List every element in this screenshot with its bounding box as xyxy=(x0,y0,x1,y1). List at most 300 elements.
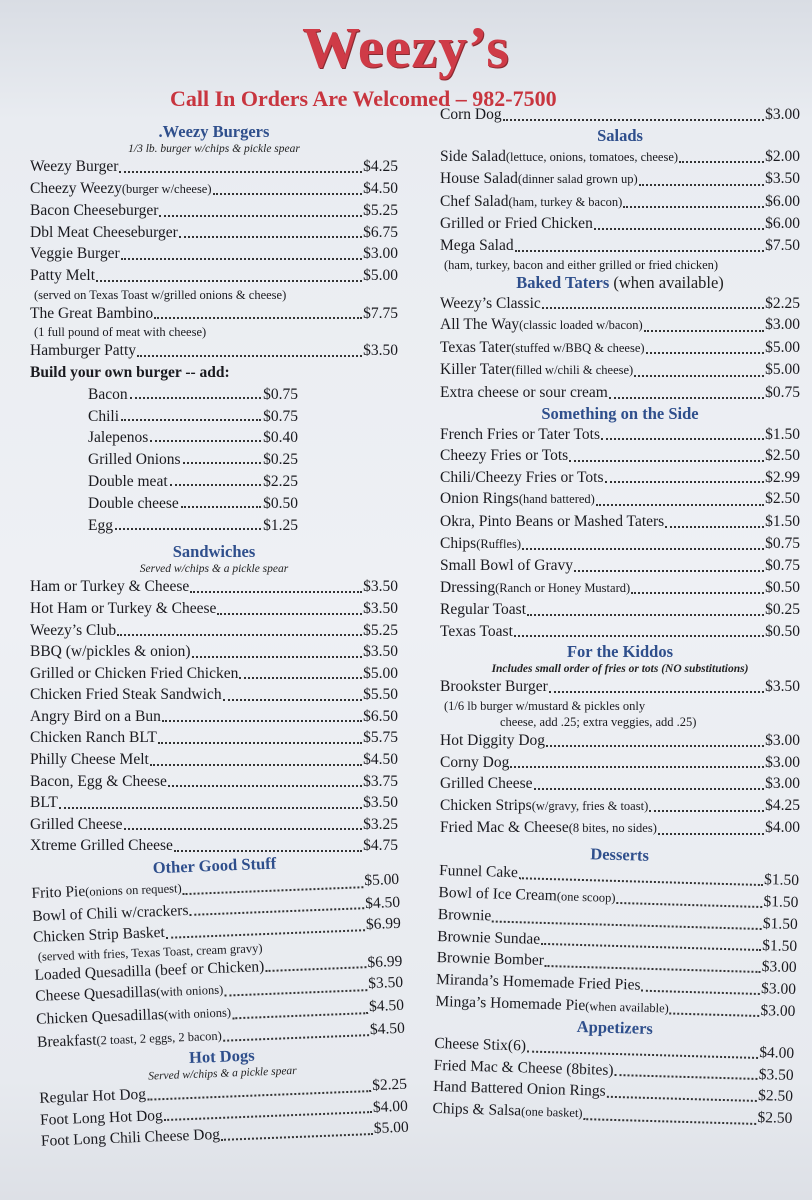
leader-dots xyxy=(515,250,765,252)
leader-dots xyxy=(150,764,362,766)
leader-dots xyxy=(639,184,764,186)
addon-name: Jalepenos xyxy=(88,429,149,447)
menu-item xyxy=(30,749,398,771)
leader-dots xyxy=(546,745,764,747)
item-price: $4.25 xyxy=(363,158,398,175)
burger-list xyxy=(30,156,398,287)
item-price: $4.00 xyxy=(372,1097,409,1116)
item-name: Hot Diggity Dog xyxy=(440,732,546,750)
sandwich-list xyxy=(30,576,398,857)
item-name: Frito Pie xyxy=(31,882,86,903)
menu-item xyxy=(440,599,800,621)
menu-item xyxy=(440,146,800,169)
item-name: Chicken Ranch BLT xyxy=(30,729,157,747)
menu-item xyxy=(30,303,398,325)
item-price: $2.99 xyxy=(765,468,800,486)
build-your-own-head: Build your own burger -- add: xyxy=(30,363,230,381)
addon-item xyxy=(30,449,298,471)
addon-price: $0.75 xyxy=(263,407,298,425)
item-name: Brownie xyxy=(437,906,492,925)
item-price: $5.25 xyxy=(363,621,398,639)
item-price: $3.00 xyxy=(765,775,800,793)
menu-item xyxy=(440,730,800,752)
leader-dots xyxy=(527,614,764,616)
item-name: Weezy Burger xyxy=(30,158,119,175)
item-price: $6.50 xyxy=(363,707,398,725)
menu-item xyxy=(440,337,800,360)
leader-dots xyxy=(115,528,261,530)
item-name: Chili/Cheezy Fries or Tots xyxy=(440,468,604,486)
item-price: $2.50 xyxy=(765,490,800,508)
leader-dots xyxy=(616,902,762,908)
item-price: $4.50 xyxy=(363,179,398,197)
item-name: French Fries or Tater Tots xyxy=(440,425,600,443)
menu-item xyxy=(30,598,398,620)
other-list-2 xyxy=(34,951,405,1054)
menu-item xyxy=(440,382,800,404)
leader-dots xyxy=(130,397,262,399)
item-name: Killer Tater xyxy=(440,361,512,379)
item-price: $4.50 xyxy=(368,996,405,1016)
item-name: Small Bowl of Gravy xyxy=(440,557,574,575)
section-head-other: Other Good Stuff xyxy=(152,853,277,878)
item-price: $6.00 xyxy=(765,215,800,233)
leader-dots xyxy=(217,613,362,615)
item-price: $3.00 xyxy=(765,732,800,750)
item-price: $3.50 xyxy=(363,643,398,661)
item-price: $2.50 xyxy=(765,447,800,465)
dessert-list xyxy=(435,860,799,1023)
addon-name: Double cheese xyxy=(88,494,179,512)
item-price: $0.75 xyxy=(765,383,800,401)
addon-price: $1.25 xyxy=(263,516,298,534)
item-name: Regular Toast xyxy=(440,601,527,619)
item-price: $5.25 xyxy=(363,202,398,220)
taters-head-extra: (when available) xyxy=(613,272,724,292)
item-description: (classic loaded w/bacon) xyxy=(519,318,643,333)
leader-dots xyxy=(170,484,261,486)
item-price: $3.00 xyxy=(765,106,800,123)
section-note-sandwiches: Served w/chips & a pickle spear xyxy=(139,563,289,576)
leader-dots xyxy=(658,833,764,835)
item-description: (stuffed w/BBQ & cheese) xyxy=(511,340,645,355)
item-name: Philly Cheese Melt xyxy=(30,751,149,769)
brookster-note-2: cheese, add .25; extra veggies, add .25) xyxy=(500,715,697,730)
item-price: $4.00 xyxy=(759,1044,795,1063)
leader-dots xyxy=(150,440,261,442)
item-price: $7.50 xyxy=(765,236,800,254)
menu-item xyxy=(30,771,398,793)
leader-dots xyxy=(223,1034,369,1042)
item-price: $5.00 xyxy=(765,338,800,356)
item-name: Bowl of Chili w/crackers xyxy=(31,901,189,925)
mega-salad-note: (ham, turkey, bacon and either grilled or fried chicken) xyxy=(444,257,719,272)
item-name: Cheezy Fries or Tots xyxy=(440,447,569,465)
item-price: $6.99 xyxy=(367,952,403,971)
menu-item xyxy=(440,621,800,643)
item-description: (burger w/cheese) xyxy=(121,181,212,196)
leader-dots xyxy=(534,788,765,790)
item-price: $1.50 xyxy=(765,512,800,530)
item-name: Grilled Cheese xyxy=(30,815,123,833)
item-name: Chicken Strips xyxy=(440,796,532,814)
item-name: Grilled or Fried Chicken xyxy=(440,215,593,233)
item-name: Weezy’s Club xyxy=(30,621,117,639)
item-price: $0.75 xyxy=(765,557,800,575)
menu-item xyxy=(30,156,398,178)
leader-dots xyxy=(542,307,764,309)
item-price: $0.75 xyxy=(765,534,800,552)
item-price: $5.00 xyxy=(363,664,398,682)
item-price: $6.99 xyxy=(365,915,402,934)
item-price: $2.50 xyxy=(757,1108,793,1127)
section-head-kiddos: For the Kiddos xyxy=(566,642,674,662)
leader-dots xyxy=(121,258,362,260)
leader-dots xyxy=(601,438,764,440)
item-name: Bowl of Ice Cream xyxy=(438,883,558,904)
leader-dots xyxy=(510,766,764,768)
item-price: $6.00 xyxy=(765,192,800,210)
menu-item xyxy=(30,727,398,749)
item-price: $3.50 xyxy=(363,599,398,617)
item-description: (onions on request) xyxy=(84,881,182,899)
item-price: $2.00 xyxy=(765,147,800,165)
menu-item xyxy=(440,359,800,382)
leader-dots xyxy=(623,206,764,208)
leader-dots xyxy=(631,592,764,594)
item-price: $5.75 xyxy=(363,729,398,747)
leader-dots xyxy=(614,1074,757,1080)
item-name: Cheese Stix(6) xyxy=(434,1035,527,1055)
leader-dots xyxy=(159,215,362,217)
menu-item xyxy=(440,293,800,315)
leader-dots xyxy=(609,397,764,399)
leader-dots xyxy=(124,828,363,830)
leader-dots xyxy=(641,989,760,994)
leader-dots xyxy=(121,419,261,421)
item-price: $3.00 xyxy=(761,958,797,977)
item-price: $1.50 xyxy=(762,915,799,934)
menu-item xyxy=(440,533,800,556)
item-price: $2.25 xyxy=(371,1075,408,1095)
left-bottom-block xyxy=(30,843,409,1153)
leader-dots xyxy=(569,460,764,462)
side-list xyxy=(440,424,800,643)
menu-item xyxy=(440,314,800,337)
item-name: Veggie Burger xyxy=(30,245,120,263)
item-description: (one basket) xyxy=(520,1104,583,1121)
item-name: Hand Battered Onion Rings xyxy=(432,1078,606,1101)
item-name: Texas Toast xyxy=(440,622,513,640)
section-head-salads: Salads xyxy=(597,125,643,145)
item-price: $6.75 xyxy=(363,223,398,241)
item-name: Funnel Cake xyxy=(438,862,519,882)
item-name: Texas Tater xyxy=(440,338,512,356)
item-name: Chicken Quesadillas xyxy=(35,1005,165,1028)
section-head-hotdogs: Hot Dogs xyxy=(188,1045,255,1068)
item-price: $3.00 xyxy=(760,1001,796,1020)
section-head-side: Something on the Side xyxy=(541,403,699,423)
item-description: (Ruffles) xyxy=(476,536,522,551)
leader-dots xyxy=(162,720,362,722)
item-description: (dinner salad grown up) xyxy=(517,172,638,187)
item-price: $3.50 xyxy=(363,578,398,596)
leader-dots xyxy=(522,548,764,550)
menu-item xyxy=(30,265,398,287)
item-price: $5.00 xyxy=(765,361,800,379)
leader-dots xyxy=(181,506,261,508)
item-price: $0.50 xyxy=(765,578,800,596)
leader-dots xyxy=(583,1118,756,1125)
leader-dots xyxy=(634,375,764,377)
item-name: Patty Melt xyxy=(30,266,96,284)
leader-dots xyxy=(59,807,362,809)
item-name: Corny Dog xyxy=(440,753,510,771)
item-description: (8 bites, no sides) xyxy=(568,821,657,836)
item-price: $3.00 xyxy=(765,753,800,771)
leader-dots xyxy=(154,317,362,319)
menu-item xyxy=(440,488,800,511)
section-note-kiddos: Includes small order of fries or tots (NO substitutions) xyxy=(491,663,749,676)
leader-dots xyxy=(665,526,764,528)
item-name: Dressing xyxy=(440,578,496,596)
item-name: Corn Dog xyxy=(440,106,502,123)
menu-item xyxy=(440,467,800,489)
section-note-hotdogs: Served w/chips & a pickle spear xyxy=(148,1065,297,1083)
item-description: (2 toast, 2 eggs, 2 bacon) xyxy=(96,1028,222,1048)
addon-item xyxy=(30,427,298,449)
addon-price: $0.50 xyxy=(263,494,298,512)
item-price: $7.75 xyxy=(363,304,398,322)
leader-dots xyxy=(503,119,765,121)
menu-item xyxy=(30,222,398,244)
item-name: Mega Salad xyxy=(440,236,514,254)
item-name: All The Way xyxy=(440,316,520,334)
menu-item xyxy=(30,706,398,728)
patty-melt-note: (served on Texas Toast w/grilled onions & cheese) xyxy=(34,287,287,302)
item-name: Chicken Fried Steak Sandwich xyxy=(30,686,222,704)
item-price: $5.00 xyxy=(363,266,398,284)
item-name: Chips & Salsa xyxy=(432,1099,522,1120)
leader-dots xyxy=(96,280,362,282)
brookster-note-1: (1/6 lb burger w/mustard & pickles only xyxy=(444,699,646,714)
item-name: Bacon Cheeseburger xyxy=(30,202,159,220)
item-price: $3.00 xyxy=(765,316,800,334)
item-name: Weezy’s Classic xyxy=(440,294,541,312)
item-name: Breakfast xyxy=(36,1031,97,1051)
item-price: $3.50 xyxy=(363,342,398,360)
item-price: $4.00 xyxy=(765,819,800,837)
addon-item xyxy=(30,515,298,537)
leader-dots xyxy=(607,1096,757,1102)
menu-item xyxy=(30,814,398,836)
item-price: $0.25 xyxy=(765,601,800,619)
item-name: Ham or Turkey & Cheese xyxy=(30,578,190,596)
section-head-burgers: .Weezy Burgers xyxy=(158,122,270,141)
item-name: Cheezy Weezy xyxy=(30,179,122,197)
menu-item xyxy=(30,340,398,362)
bambino-note: (1 full pound of meat with cheese) xyxy=(34,325,207,340)
menu-item xyxy=(30,663,398,685)
menu-item xyxy=(440,795,800,818)
menu-item xyxy=(440,555,800,577)
item-description: (ham, turkey & bacon) xyxy=(508,194,623,209)
tater-list xyxy=(440,293,800,404)
leader-dots xyxy=(168,785,362,787)
hotdog-list xyxy=(39,1074,409,1153)
leader-dots xyxy=(137,355,362,357)
leader-dots xyxy=(545,965,761,973)
item-price: $4.50 xyxy=(369,1019,406,1038)
menu-item xyxy=(30,641,398,663)
item-price: $1.50 xyxy=(763,892,799,911)
item-price: $3.25 xyxy=(363,815,398,833)
item-description: (w/gravy, fries & toast) xyxy=(531,798,649,813)
item-price: $1.50 xyxy=(763,871,800,890)
menu-item xyxy=(440,213,800,235)
leader-dots xyxy=(190,591,362,593)
item-name: Grilled Cheese xyxy=(440,775,533,793)
item-price: $3.50 xyxy=(367,974,404,993)
leader-dots xyxy=(232,1012,368,1019)
item-description: (filled w/chili & cheese) xyxy=(511,363,634,378)
leader-dots xyxy=(644,330,764,332)
menu-item xyxy=(440,511,800,533)
leader-dots xyxy=(605,481,765,483)
left-column xyxy=(30,122,409,1153)
item-description: (hand battered) xyxy=(518,492,595,507)
leader-dots xyxy=(596,504,764,506)
addon-name: Egg xyxy=(88,516,113,534)
item-name: Hot Ham or Turkey & Cheese xyxy=(30,599,217,617)
item-name: Loaded Quesadilla (beef or Chicken) xyxy=(34,957,265,984)
item-name: Miranda’s Homemade Fried Pies xyxy=(435,970,641,994)
leader-dots xyxy=(158,742,362,744)
item-name: Extra cheese or sour cream xyxy=(440,383,608,401)
item-description: (one scoop) xyxy=(556,888,616,905)
item-price: $1.50 xyxy=(765,425,800,443)
item-price: $5.50 xyxy=(363,686,398,704)
item-price: $0.50 xyxy=(765,622,800,640)
menu-item xyxy=(30,243,398,265)
leader-dots xyxy=(649,810,764,812)
leader-dots xyxy=(574,570,764,572)
item-price: $3.00 xyxy=(760,980,797,998)
item-description: (Ranch or Honey Mustard) xyxy=(495,580,631,595)
item-name: Fried Mac & Cheese xyxy=(440,819,569,837)
item-name: The Great Bambino xyxy=(30,304,154,322)
appetizer-list xyxy=(432,1033,794,1130)
item-name: Brownie Sundae xyxy=(437,927,541,948)
item-name: Brownie Bomber xyxy=(436,949,545,970)
item-name: Angry Bird on a Bun xyxy=(30,707,161,725)
item-price: $3.50 xyxy=(758,1065,794,1084)
item-name: Chips xyxy=(440,534,477,552)
item-price: $5.00 xyxy=(373,1119,409,1138)
leader-dots xyxy=(192,656,363,658)
leader-dots xyxy=(679,161,764,163)
item-price: $4.50 xyxy=(363,751,398,769)
menu-item xyxy=(440,817,800,840)
basket-note: (served with fries, Texas Toast, cream gravy) xyxy=(37,940,263,964)
item-price: $1.50 xyxy=(762,936,798,955)
leader-dots xyxy=(183,462,262,464)
item-price: $4.75 xyxy=(363,837,398,855)
addon-name: Grilled Onions xyxy=(88,451,181,469)
leader-dots xyxy=(594,228,764,230)
item-name: Foot Long Hot Dog xyxy=(39,1106,164,1129)
leader-dots xyxy=(224,989,367,996)
item-price: $3.00 xyxy=(363,245,398,263)
item-name: Brookster Burger xyxy=(440,678,548,696)
menu-item xyxy=(440,168,800,191)
menu-item xyxy=(30,684,398,706)
item-name: BLT xyxy=(30,794,58,812)
addon-item xyxy=(30,384,298,406)
menu-item xyxy=(440,104,800,126)
addon-name: Bacon xyxy=(88,385,128,403)
taters-head-text: Baked Taters xyxy=(516,272,610,292)
leader-dots xyxy=(265,967,366,973)
item-name: Onion Rings xyxy=(440,490,519,508)
addon-list xyxy=(30,384,398,537)
menu-item xyxy=(440,445,800,467)
section-head-sandwiches: Sandwiches xyxy=(172,542,256,562)
item-price: $3.50 xyxy=(765,170,800,188)
item-name: Grilled or Chicken Fried Chicken xyxy=(30,664,239,682)
item-name: Side Salad xyxy=(440,147,506,165)
item-price: $3.75 xyxy=(363,772,398,790)
addon-item xyxy=(30,406,298,428)
item-description: (with onions) xyxy=(155,983,224,1000)
menu-item xyxy=(440,191,800,214)
leader-dots xyxy=(646,352,765,354)
leader-dots xyxy=(179,236,362,238)
addon-price: $0.25 xyxy=(263,451,298,469)
item-name: BBQ (w/pickles & onion) xyxy=(30,643,191,661)
item-name: Foot Long Chili Cheese Dog xyxy=(40,1126,221,1151)
section-head-appetizers: Appetizers xyxy=(576,1017,654,1039)
menu-item xyxy=(30,576,398,598)
item-name: Bacon, Egg & Cheese xyxy=(30,772,167,790)
call-in-subtitle: Call In Orders Are Welcomed – 982-7500 xyxy=(170,86,557,111)
addon-price: $2.25 xyxy=(263,472,298,490)
addon-price: $0.75 xyxy=(263,385,298,403)
menu-item xyxy=(440,235,800,257)
menu-item xyxy=(440,752,800,774)
item-name: Minga’s Homemade Pie xyxy=(435,992,586,1014)
leader-dots xyxy=(549,691,764,693)
leader-dots xyxy=(213,193,363,195)
menu-item xyxy=(30,620,398,642)
salad-list xyxy=(440,146,800,257)
item-price: $2.25 xyxy=(765,294,800,312)
addon-item xyxy=(30,493,298,515)
leader-dots xyxy=(119,171,362,173)
restaurant-title: Weezy’s xyxy=(302,15,510,80)
addon-price: $0.40 xyxy=(263,429,298,447)
right-bottom-block xyxy=(432,840,800,1130)
menu-item xyxy=(440,676,800,698)
item-price: $2.50 xyxy=(757,1087,794,1106)
item-name: Hamburger Patty xyxy=(30,342,137,360)
leader-dots xyxy=(239,677,362,679)
item-name: Xtreme Grilled Cheese xyxy=(30,837,173,855)
addon-item xyxy=(30,471,298,493)
leader-dots xyxy=(223,699,363,701)
leader-dots xyxy=(221,1133,373,1141)
section-head-taters xyxy=(440,273,800,293)
